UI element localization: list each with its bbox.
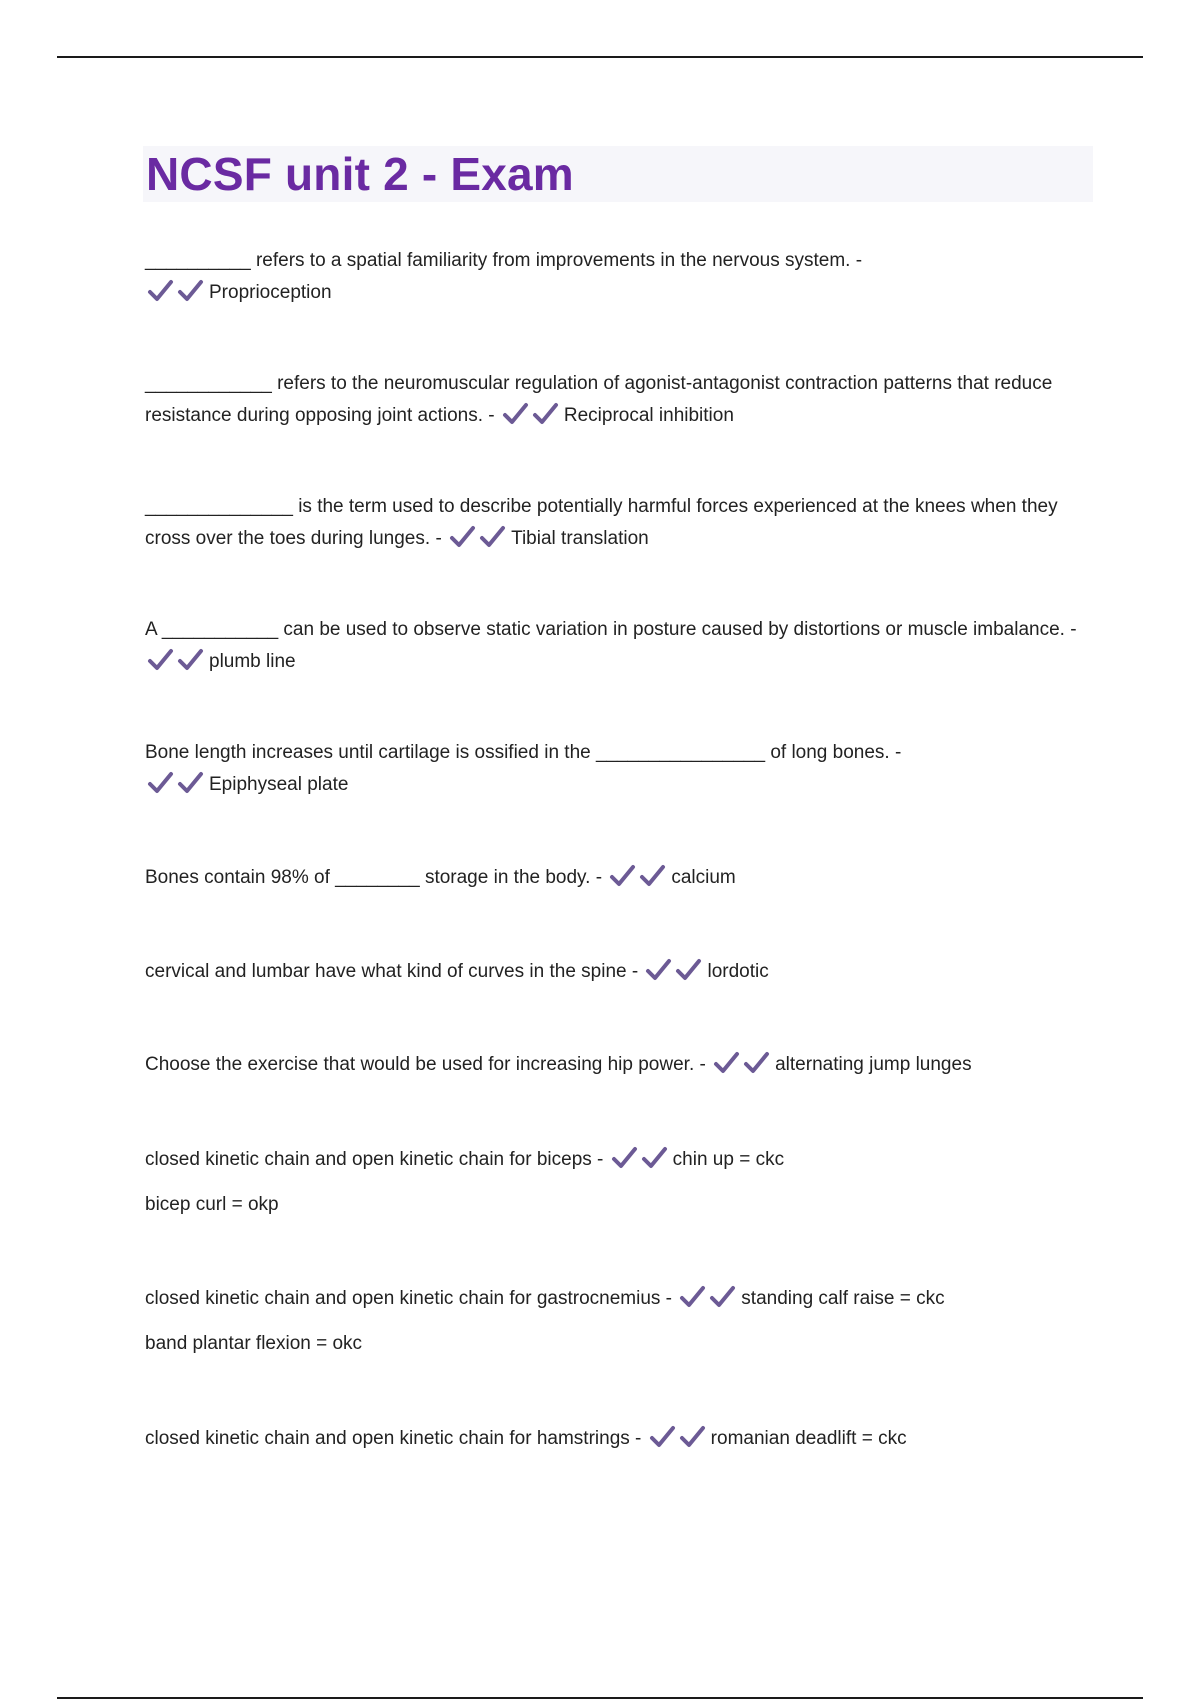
answer-text: Epiphyseal plate bbox=[209, 774, 349, 795]
separator: - bbox=[626, 961, 644, 982]
qa-text bbox=[145, 245, 1105, 309]
separator: - bbox=[694, 1054, 712, 1075]
answer-text: alternating jump lunges bbox=[775, 1054, 972, 1075]
qa-item-4 bbox=[145, 614, 1105, 678]
answer-text: Proprioception bbox=[209, 282, 332, 303]
separator: - bbox=[850, 250, 863, 271]
answer-text: romanian deadlift = ckc bbox=[710, 1428, 907, 1449]
separator: - bbox=[1064, 619, 1077, 640]
answer-text: standing calf raise = ckc bbox=[741, 1288, 945, 1309]
question-text: Bone length increases until cartilage is ossified in the ________________ of long bones. bbox=[145, 742, 890, 763]
qa-item-1 bbox=[145, 245, 1105, 309]
answer-text: plumb line bbox=[209, 651, 296, 672]
double-check-icon bbox=[645, 958, 702, 982]
page-title: NCSF unit 2 - Exam bbox=[146, 148, 574, 200]
double-check-icon bbox=[147, 279, 204, 303]
question-text: __________ refers to a spatial familiarity from improvements in the nervous system. bbox=[145, 250, 851, 271]
separator: - bbox=[591, 1149, 609, 1170]
qa-text bbox=[145, 368, 1105, 432]
double-check-icon bbox=[679, 1285, 736, 1309]
answer-text: chin up = ckc bbox=[672, 1149, 785, 1170]
separator: - bbox=[889, 742, 902, 763]
qa-item-9 bbox=[145, 1144, 1105, 1221]
qa-text bbox=[145, 1283, 1105, 1315]
answer-text: Reciprocal inhibition bbox=[563, 405, 734, 426]
qa-item-5 bbox=[145, 737, 1105, 801]
qa-item-8 bbox=[145, 1049, 1105, 1081]
separator: - bbox=[660, 1288, 678, 1309]
answer-line-2: bicep curl = okp bbox=[145, 1194, 279, 1215]
qa-text bbox=[145, 491, 1105, 555]
question-text: ____________ refers to the neuromuscular regulation of agonist-antagonist contraction patterns that reduce resistance during opposing joint actions. bbox=[145, 373, 1053, 426]
qa-text bbox=[145, 1144, 1105, 1176]
qa-text bbox=[145, 737, 1105, 801]
double-check-icon bbox=[713, 1051, 770, 1075]
header-rule bbox=[57, 56, 1143, 58]
separator: - bbox=[430, 528, 448, 549]
answer-text: Tibial translation bbox=[511, 528, 649, 549]
question-text: cervical and lumbar have what kind of curves in the spine bbox=[145, 961, 627, 982]
double-check-icon bbox=[611, 1146, 668, 1170]
answer-text: calcium bbox=[671, 867, 736, 888]
question-text: closed kinetic chain and open kinetic chain for biceps bbox=[145, 1149, 592, 1170]
separator: - bbox=[629, 1428, 647, 1449]
double-check-icon bbox=[649, 1425, 706, 1449]
question-text: closed kinetic chain and open kinetic chain for hamstrings bbox=[145, 1428, 630, 1449]
qa-item-10 bbox=[145, 1283, 1105, 1360]
double-check-icon bbox=[609, 864, 666, 888]
answer-line-2: band plantar flexion = okc bbox=[145, 1333, 363, 1354]
qa-item-6 bbox=[145, 862, 1105, 894]
qa-text bbox=[145, 614, 1105, 678]
question-text: Choose the exercise that would be used for increasing hip power. bbox=[145, 1054, 695, 1075]
answer-text: lordotic bbox=[707, 961, 769, 982]
qa-text bbox=[145, 862, 1105, 894]
qa-item-11 bbox=[145, 1423, 1105, 1455]
qa-text bbox=[145, 1049, 1105, 1081]
qa-item-7 bbox=[145, 956, 1105, 988]
double-check-icon bbox=[502, 402, 559, 426]
footer-rule bbox=[57, 1697, 1143, 1699]
question-text: A ___________ can be used to observe static variation in posture caused by distortions or muscle imbalance. bbox=[145, 619, 1065, 640]
double-check-icon bbox=[449, 525, 506, 549]
question-text: Bones contain 98% of ________ storage in the body. bbox=[145, 867, 591, 888]
double-check-icon bbox=[147, 648, 204, 672]
qa-text bbox=[145, 956, 1105, 988]
question-text: ______________ is the term used to describe potentially harmful forces experienced at the knees when they cross over the toes during lunges. bbox=[145, 496, 1058, 549]
qa-item-3 bbox=[145, 491, 1105, 555]
qa-text bbox=[145, 1423, 1105, 1455]
question-text: closed kinetic chain and open kinetic chain for gastrocnemius bbox=[145, 1288, 661, 1309]
double-check-icon bbox=[147, 771, 204, 795]
qa-item-2 bbox=[145, 368, 1105, 432]
separator: - bbox=[482, 405, 500, 426]
separator: - bbox=[590, 867, 608, 888]
